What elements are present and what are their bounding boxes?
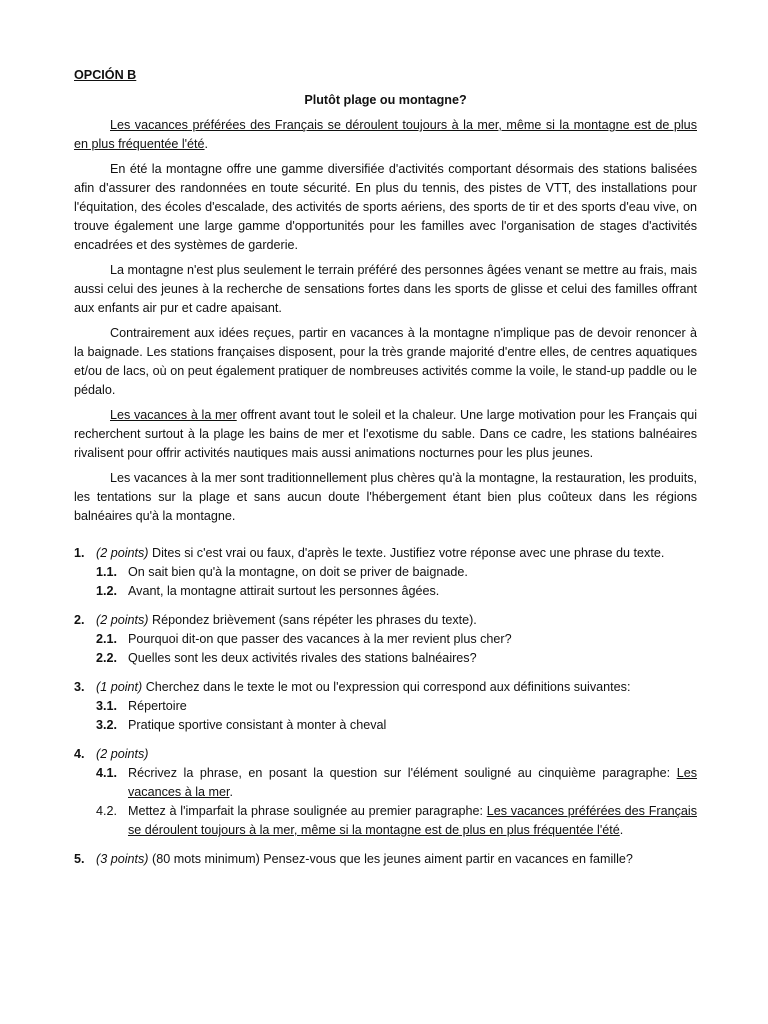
sub-question-number: 2.2. [96, 651, 118, 665]
question-2 [74, 611, 697, 668]
sub-question-text: On sait bien qu'à la montagne, on doit se priver de baignade. [128, 565, 468, 579]
paragraph-1 [74, 116, 697, 154]
paragraph-6: Les vacances à la mer sont traditionnellement plus chères qu'à la montagne, la restauration, les produits, les tentations sur la plage et sans aucun doute l'hébergement étant bien plus coûteux dans les régions balnéaires qu'à la montagne. [74, 471, 697, 523]
option-heading: OPCIÓN B [74, 68, 137, 82]
question-points: (2 points) [96, 747, 149, 761]
paragraph-5 [74, 406, 697, 463]
sub-question-end: . [229, 785, 233, 799]
paragraph-2: En été la montagne offre une gamme diversifiée d'activités comportant désormais des stations balisées afin d'assurer des randonnées en toute sécurité. En plus du tennis, des pistes de VTT, des installations pour l'équitation, des écoles d'escalade, des activités de sports aériens, des sports de tir et des sports d'eau vive, on trouve également une large gamme d'opportunités pour les familles avec l'organisation de stages d'activités encadrées et des systèmes de garderie. [74, 162, 697, 252]
question-text [96, 611, 697, 630]
question-points: (2 points) [96, 613, 149, 627]
sub-question-instruction: Mettez à l'imparfait la phrase soulignée au premier paragraphe: [128, 804, 487, 818]
questions-list [74, 544, 697, 869]
question-3 [74, 678, 697, 735]
sub-question [96, 563, 697, 582]
sub-question-text: Quelles sont les deux activités rivales des stations balnéaires? [128, 651, 477, 665]
sub-question [96, 649, 697, 668]
sub-question-number: 2.1. [96, 632, 118, 646]
question-text [96, 850, 697, 869]
question-number: 4. [74, 747, 85, 761]
sub-question [96, 582, 697, 601]
question-text [96, 544, 697, 563]
question-text [96, 678, 697, 697]
sub-question-text: Répertoire [128, 699, 187, 713]
sub-question-end: . [619, 823, 624, 837]
sub-question [96, 697, 697, 716]
sub-question-text: Pourquoi dit-on que passer des vacances à la mer revient plus cher? [128, 632, 512, 646]
paragraph-5-rest: offrent avant tout le soleil et la chaleur. Une large motivation pour les Français qui recherchent surtout à la plage les bains de mer et l'exotisme du sable. Dans ce cadre, les stations balnéaires rivalisent pour offrir activités nautiques mais aussi animations nocturnes pour les plus jeunes. [74, 408, 698, 460]
underlined-sentence: Les vacances préférées des Français se déroulent toujours à la mer, même si la montagne est de plus en plus fréquentée l'été [128, 804, 697, 837]
sub-question-number: 1.2. [96, 584, 118, 598]
sub-question-instruction: Récrivez la phrase, en posant la question sur l'élément souligné au cinquième paragraphe: [128, 766, 677, 780]
sub-question-text: Pratique sportive consistant à monter à cheval [128, 718, 387, 732]
sub-question-text [128, 802, 697, 840]
question-4 [74, 745, 697, 840]
paragraph-3: La montagne n'est plus seulement le terrain préféré des personnes âgées venant se mettre au frais, mais aussi celui des jeunes à la recherche de sensations fortes dans les sports de glisse et celui des familles offrant aux enfants air pur et cadre apaisant. [74, 263, 697, 315]
question-text [96, 745, 697, 764]
question-instruction: Répondez brièvement (sans répéter les phrases du texte). [148, 613, 477, 627]
underlined-phrase: Les vacances à la mer [128, 766, 697, 799]
question-number: 3. [74, 680, 85, 694]
question-number: 1. [74, 546, 85, 560]
sub-question [96, 630, 697, 649]
question-points: (1 point) [96, 680, 143, 694]
question-instruction: (80 mots minimum) Pensez-vous que les jeunes aiment partir en vacances en famille? [148, 852, 633, 866]
paragraph-1-end: . [204, 137, 209, 151]
underlined-sentence: Les vacances préférées des Français se déroulent toujours à la mer, même si la montagne est de plus en plus fréquentée l'été [74, 118, 697, 151]
sub-question-text: Avant, la montagne attirait surtout les personnes âgées. [128, 584, 440, 598]
sub-question-number: 1.1. [96, 565, 118, 579]
question-number: 5. [74, 852, 85, 866]
sub-question-number: 4.1. [96, 766, 118, 780]
page-title: Plutôt plage ou montagne? [304, 93, 467, 107]
sub-question-number: 3.1. [96, 699, 118, 713]
question-5 [74, 850, 697, 869]
sub-question-text [128, 764, 697, 802]
question-instruction: Dites si c'est vrai ou faux, d'après le texte. Justifiez votre réponse avec une phrase du texte. [148, 546, 665, 560]
question-instruction: Cherchez dans le texte le mot ou l'expression qui correspond aux définitions suivantes: [142, 680, 631, 694]
sub-question-number: 4.2. [96, 804, 118, 818]
document-page [74, 66, 697, 879]
question-number: 2. [74, 613, 85, 627]
paragraph-4: Contrairement aux idées reçues, partir en vacances à la montagne n'implique pas de devoir renoncer à la baignade. Les stations françaises disposent, pour la très grande majorité d'entre elles, de centres aquatiques et/ou de lacs, où on peut également pratiquer de nombreuses activités comme la voile, le stand-up paddle ou le pédalo. [74, 326, 697, 397]
underlined-phrase: Les vacances à la mer [110, 408, 237, 422]
question-1 [74, 544, 697, 601]
question-points: (2 points) [96, 546, 149, 560]
question-points: (3 points) [96, 852, 149, 866]
sub-question [96, 802, 697, 840]
sub-question [96, 764, 697, 802]
sub-question [96, 716, 697, 735]
sub-question-number: 3.2. [96, 718, 118, 732]
